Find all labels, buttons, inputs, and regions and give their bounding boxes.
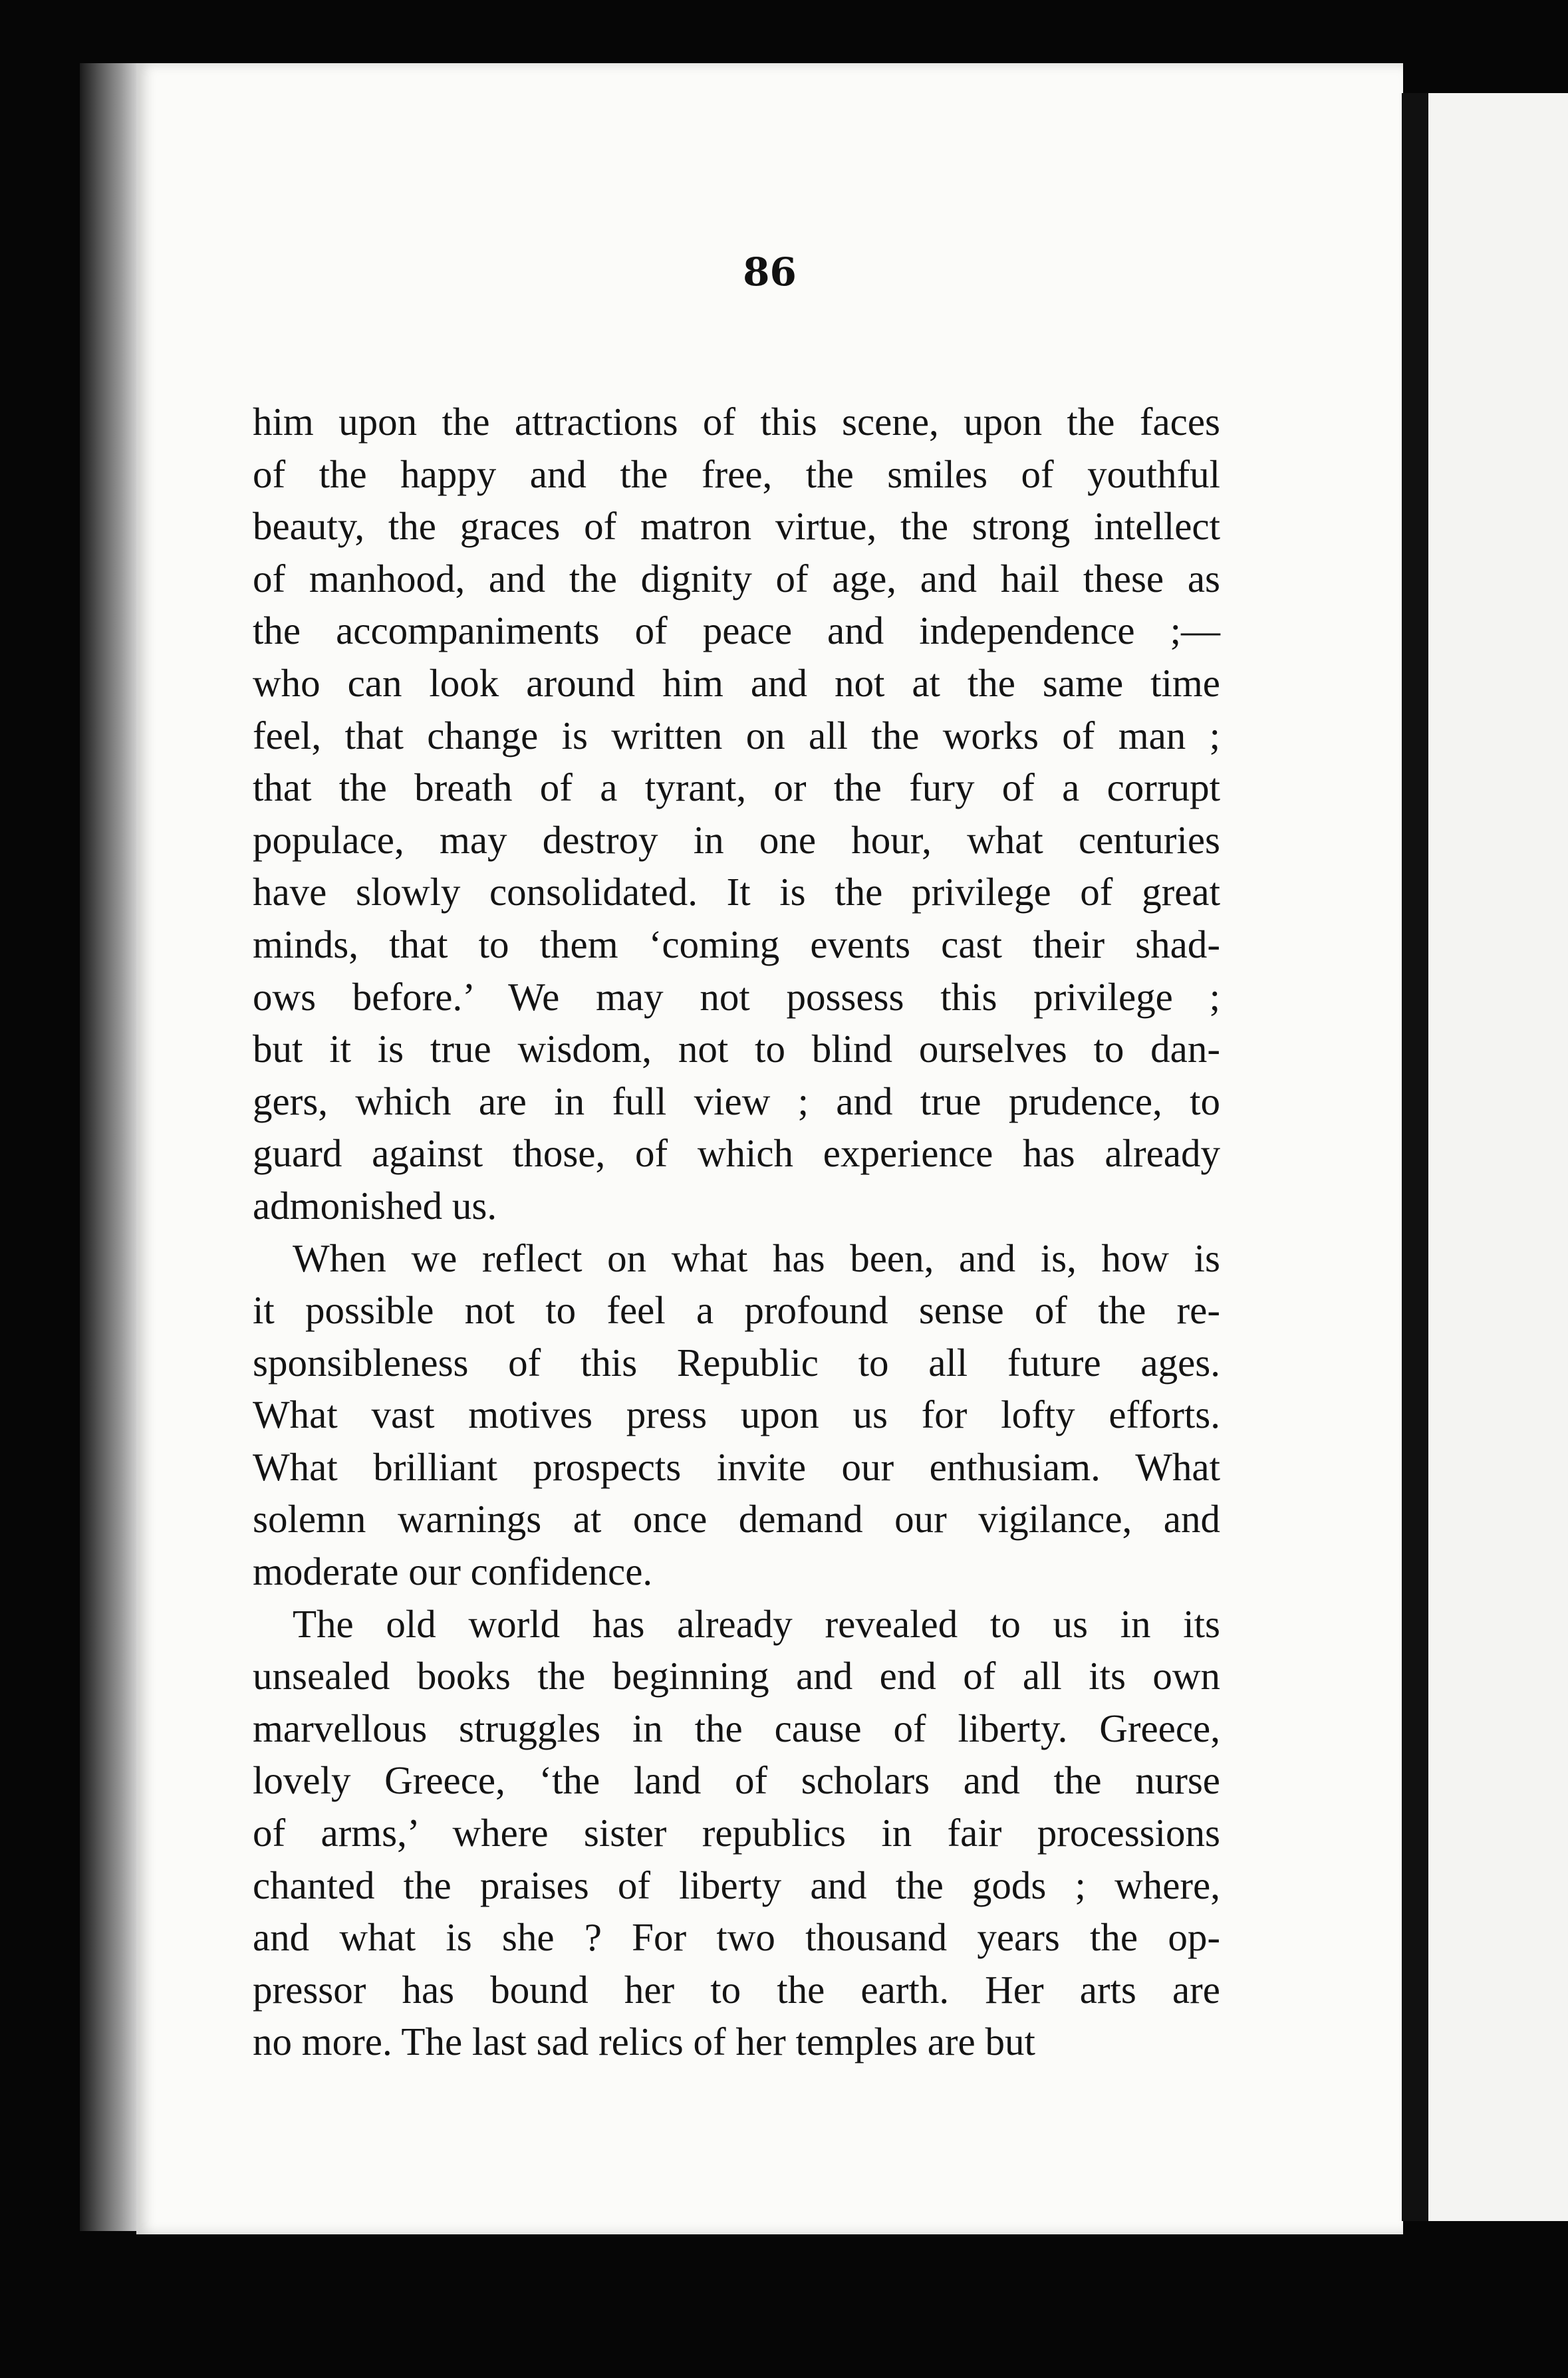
text-line: feel, that change is written on all the works of man ; — [253, 713, 1220, 757]
text-line: What brilliant prospects invite our enthusiam. What — [253, 1444, 1220, 1489]
text-line: of manhood, and the dignity of age, and hail these as — [253, 556, 1220, 600]
adjacent-page-edge — [1428, 93, 1568, 2221]
text-line: but it is true wisdom, not to blind ourselves to dan- — [253, 1027, 1220, 1071]
book-page — [136, 63, 1403, 2234]
text-line: lovely Greece, ‘the land of scholars and the nurse — [253, 1758, 1220, 1803]
text-line: who can look around him and not at the same time — [253, 660, 1220, 705]
text-line: sponsibleness of this Republic to all future ages. — [253, 1340, 1220, 1385]
text-line: him upon the attractions of this scene, upon the faces — [253, 400, 1220, 444]
paragraph — [253, 1598, 1220, 2068]
page-gutter — [1402, 93, 1428, 2221]
text-line: admonished us. — [253, 1183, 497, 1228]
text-line: and what is she ? For two thousand years the op- — [253, 1915, 1220, 1960]
text-line: gers, which are in full view ; and true prudence, to — [253, 1079, 1220, 1123]
paragraph — [253, 1232, 1220, 1598]
text-line: ows before.’ We may not possess this privilege ; — [253, 974, 1220, 1019]
text-line: beauty, the graces of matron virtue, the strong intellect — [253, 504, 1220, 549]
text-line: the accompaniments of peace and independence ;— — [253, 608, 1220, 653]
text-line: The old world has already revealed to us in its — [293, 1601, 1220, 1646]
text-line: no more. The last sad relics of her temples are but — [253, 2020, 1035, 2064]
body-text — [253, 396, 1220, 2068]
text-line: solemn warnings at once demand our vigilance, and — [253, 1497, 1220, 1541]
text-line: of the happy and the free, the smiles of youthful — [253, 452, 1220, 496]
book-binding-edge — [80, 63, 140, 2231]
text-line: minds, that to them ‘coming events cast their shad- — [253, 922, 1220, 966]
text-line: moderate our confidence. — [253, 1549, 653, 1594]
text-line: marvellous struggles in the cause of liberty. Greece, — [253, 1706, 1220, 1750]
paragraph — [253, 396, 1220, 1232]
text-line: pressor has bound her to the earth. Her arts are — [253, 1967, 1220, 2012]
text-line: of arms,’ where sister republics in fair processions — [253, 1811, 1220, 1855]
text-line: What vast motives press upon us for lofty efforts. — [253, 1392, 1220, 1437]
text-line: populace, may destroy in one hour, what centuries — [253, 817, 1220, 862]
text-line: unsealed books the beginning and end of all its own — [253, 1654, 1220, 1698]
text-line: have slowly consolidated. It is the privilege of great — [253, 870, 1220, 914]
text-line: chanted the praises of liberty and the gods ; where, — [253, 1863, 1220, 1907]
text-line: it possible not to feel a profound sense of the re- — [253, 1288, 1220, 1333]
text-line: When we reflect on what has been, and is, how is — [293, 1236, 1220, 1280]
text-line: that the breath of a tyrant, or the fury of a corrupt — [253, 765, 1220, 810]
page-number: 86 — [743, 249, 797, 295]
text-line: guard against those, of which experience has already — [253, 1131, 1220, 1176]
